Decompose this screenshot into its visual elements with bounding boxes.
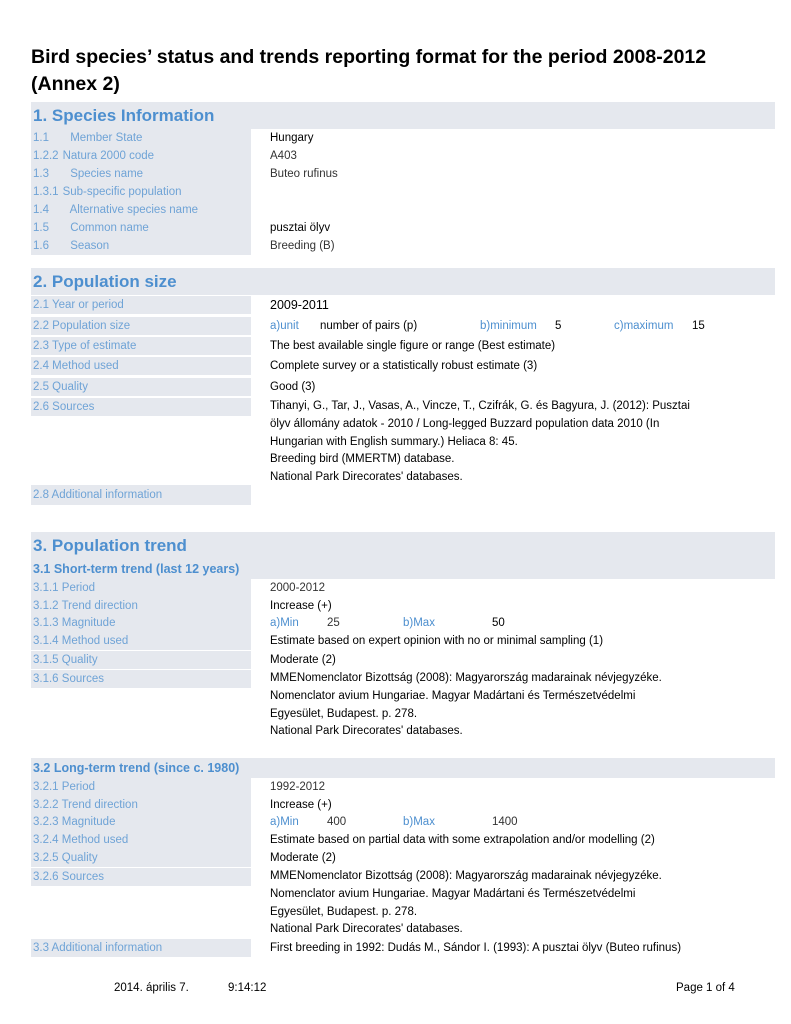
- source-line: MMENomenclator Bizottság (2008): Magyarország madarainak névjegyzéke.: [270, 870, 662, 882]
- minimum-key: b)minimum: [480, 320, 537, 332]
- label-member-state: 1.1 Member State: [31, 129, 251, 147]
- label-type-of-estimate: 2.3 Type of estimate: [31, 337, 251, 355]
- value-long-magnitude: [270, 813, 760, 831]
- source-line: Nomenclator avium Hungariae. Magyar Madártani és Természetvédelmi: [270, 887, 636, 900]
- maximum-value: 15: [692, 320, 705, 332]
- value-short-period: 2000-2012: [270, 582, 325, 594]
- value-quality: Good (3): [270, 381, 316, 393]
- value-short-quality: Moderate (2): [270, 654, 336, 666]
- label-long-sources: 3.2.6 Sources: [31, 868, 251, 886]
- label-sources: 2.6 Sources: [31, 398, 251, 416]
- page-title: Bird species’ status and trends reporting format for the period 2008-2012 (Annex 2): [31, 46, 707, 95]
- label-short-magnitude: 3.1.3 Magnitude: [31, 614, 251, 632]
- value-season: Breeding (B): [270, 240, 335, 252]
- label-long-quality: 3.2.5 Quality: [31, 849, 251, 867]
- value-long-method-used: Estimate based on partial data with some extrapolation and/or modelling (2): [270, 834, 655, 846]
- source-line: Hungarian with English summary.) Heliaca 8: 45.: [270, 435, 518, 448]
- label-natura-code: 1.2.2 Natura 2000 code: [31, 147, 251, 165]
- value-short-trend-direction: Increase (+): [270, 600, 332, 612]
- value-type-of-estimate: The best available single figure or range (Best estimate): [270, 340, 556, 352]
- value-trend-additional-information: First breeding in 1992: Dudás M., Sándor I. (1993): A pusztai ölyv (Buteo rufinus): [270, 942, 682, 954]
- value-sources: [270, 398, 760, 487]
- short-min-key: a)Min: [270, 617, 299, 629]
- section-header-species-information: 1. Species Information: [31, 102, 775, 129]
- label-short-period: 3.1.1 Period: [31, 579, 251, 597]
- source-line: National Park Direcorates' databases.: [270, 923, 463, 936]
- value-method-used: Complete survey or a statistically robust estimate (3): [270, 360, 538, 372]
- label-long-period: 3.2.1 Period: [31, 778, 251, 796]
- source-line: Tihanyi, G., Tar, J., Vasas, A., Vincze, T., Czifrák, G. és Bagyura, J. (2012): Pusztai: [270, 400, 690, 412]
- label-year-or-period: 2.1 Year or period: [31, 296, 251, 314]
- source-line: Egyesület, Budapest. p. 278.: [270, 707, 418, 720]
- label-population-size: 2.2 Population size: [31, 317, 251, 335]
- label-common-name: 1.5 Common name: [31, 219, 251, 237]
- value-short-magnitude: [270, 614, 760, 632]
- minimum-value: 5: [555, 320, 562, 332]
- label-sub-specific-population: 1.3.1 Sub-specific population: [31, 183, 251, 201]
- value-population-size: [270, 317, 760, 335]
- subsection-short-term-trend: 3.1 Short-term trend (last 12 years): [31, 559, 775, 579]
- long-max-key: b)Max: [403, 816, 435, 828]
- section-header-population-trend: 3. Population trend: [31, 532, 775, 559]
- value-long-quality: Moderate (2): [270, 852, 336, 864]
- label-long-method-used: 3.2.4 Method used: [31, 831, 251, 849]
- short-min-value: 25: [327, 617, 340, 629]
- value-member-state: Hungary: [270, 132, 314, 144]
- short-max-value: 50: [492, 617, 505, 629]
- maximum-key: c)maximum: [614, 320, 674, 332]
- subsection-long-term-trend: 3.2 Long-term trend (since c. 1980): [31, 758, 775, 778]
- source-line: ölyv állomány adatok - 2010 / Long-legged Buzzard population data 2010 (In: [270, 417, 660, 430]
- label-species-name: 1.3 Species name: [31, 165, 251, 183]
- label-season: 1.6 Season: [31, 237, 251, 255]
- label-alternative-species-name: 1.4 Alternative species name: [31, 201, 251, 219]
- label-short-quality: 3.1.5 Quality: [31, 651, 251, 669]
- value-long-trend-direction: Increase (+): [270, 799, 332, 811]
- unit-value: number of pairs (p): [320, 320, 418, 332]
- source-line: Breeding bird (MMERTM) database.: [270, 453, 455, 466]
- source-line: Nomenclator avium Hungariae. Magyar Madártani és Természetvédelmi: [270, 689, 636, 702]
- short-max-key: b)Max: [403, 617, 435, 629]
- source-line: National Park Direcorates' databases.: [270, 471, 463, 484]
- section-header-population-size: 2. Population size: [31, 268, 775, 295]
- footer-date: 2014. április 7.: [114, 982, 189, 994]
- long-min-value: 400: [327, 816, 347, 828]
- long-min-key: a)Min: [270, 816, 299, 828]
- label-short-trend-direction: 3.1.2 Trend direction: [31, 597, 251, 615]
- label-method-used: 2.4 Method used: [31, 357, 251, 375]
- value-common-name: pusztai ölyv: [270, 222, 331, 234]
- footer-page-number: Page 1 of 4: [676, 982, 735, 994]
- value-short-method-used: Estimate based on expert opinion with no or minimal sampling (1): [270, 635, 604, 647]
- label-long-trend-direction: 3.2.2 Trend direction: [31, 796, 251, 814]
- label-quality: 2.5 Quality: [31, 378, 251, 396]
- label-short-sources: 3.1.6 Sources: [31, 670, 251, 688]
- value-long-period: 1992-2012: [270, 781, 325, 793]
- unit-key: a)unit: [270, 320, 299, 332]
- value-year-or-period: 2009-2011: [270, 298, 329, 312]
- value-natura-code: A403: [270, 150, 297, 162]
- source-line: Egyesület, Budapest. p. 278.: [270, 905, 418, 918]
- label-short-method-used: 3.1.4 Method used: [31, 632, 251, 650]
- label-long-magnitude: 3.2.3 Magnitude: [31, 813, 251, 831]
- value-species-name: Buteo rufinus: [270, 168, 338, 180]
- label-trend-additional-information: 3.3 Additional information: [31, 939, 251, 957]
- source-line: National Park Direcorates' databases.: [270, 725, 463, 738]
- value-short-sources: [270, 670, 760, 741]
- footer-time: 9:14:12: [228, 982, 267, 994]
- value-long-sources: [270, 868, 760, 939]
- source-line: MMENomenclator Bizottság (2008): Magyarország madarainak névjegyzéke.: [270, 672, 662, 684]
- long-max-value: 1400: [492, 816, 518, 828]
- label-additional-information: 2.8 Additional information: [31, 485, 251, 505]
